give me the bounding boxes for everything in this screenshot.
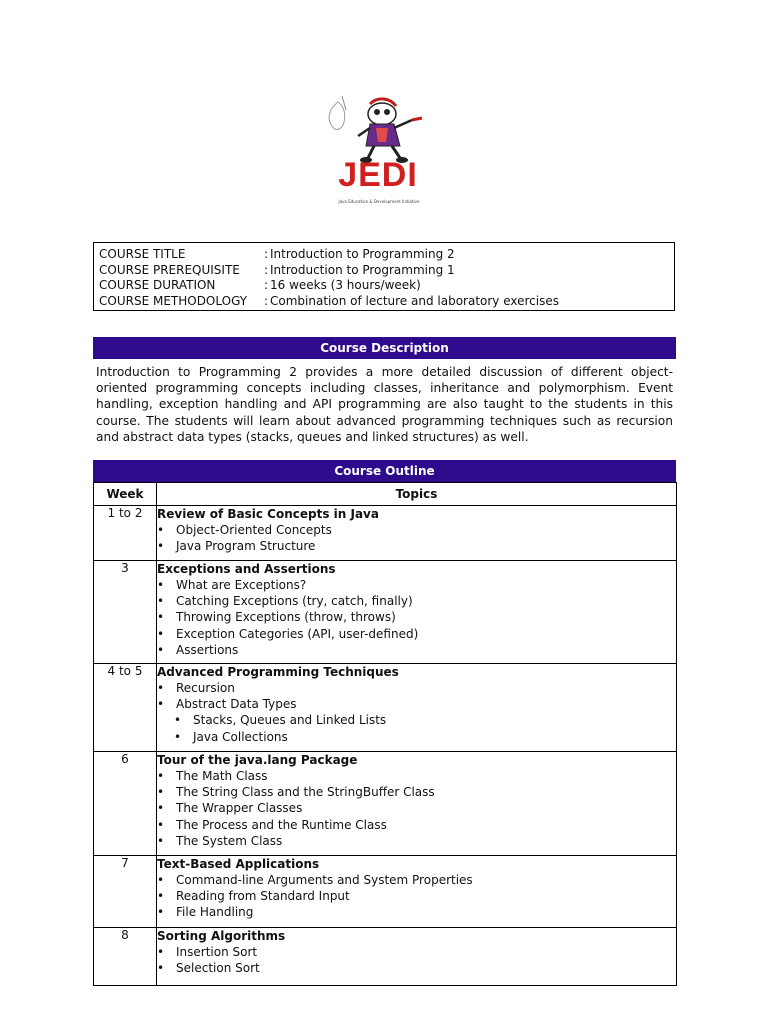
list-item-label: Reading from Standard Input [176,889,350,904]
week-cell: 4 to 5 [94,664,157,752]
bullet-icon: • [157,626,165,641]
list-item-label: Java Collections [193,729,288,744]
logo-wordmark: JEDI [338,156,418,194]
course-outline-heading: Course Outline [93,460,676,482]
sub-list-item [157,729,676,745]
list-item [157,642,676,658]
bullet-icon: • [157,594,165,609]
topic-title: Text-Based Applications [157,857,320,871]
table-row [94,752,677,856]
bullet-icon: • [174,729,182,744]
table-row [94,506,677,561]
list-item [157,696,676,712]
logo-tagline: Java Education & Development Initiative [338,199,420,204]
topic-title: Review of Basic Concepts in Java [157,507,379,521]
list-item-label: Command-line Arguments and System Properties [176,873,473,887]
list-item-label: The String Class and the StringBuffer Class [176,785,435,800]
list-item-label: The Math Class [176,769,268,783]
list-item-label: Throwing Exceptions (throw, throws) [176,610,396,625]
bullet-icon: • [157,523,165,537]
list-item-label: Catching Exceptions (try, catch, finally) [176,594,413,609]
info-separator: : [264,247,269,261]
list-item-label: Insertion Sort [176,945,258,959]
topic-title: Tour of the java.lang Package [157,753,358,767]
week-cell: 6 [94,752,157,856]
bullet-icon: • [157,681,165,695]
topics-cell [157,928,677,986]
week-cell: 7 [94,856,157,928]
week-cell: 8 [94,928,157,986]
bullet-icon: • [157,873,165,887]
info-label: COURSE METHODOLOGY [99,293,248,308]
list-item [157,680,676,696]
course-description-heading: Course Description [93,337,676,359]
info-value: Introduction to Programming 1 [270,262,455,277]
list-item [157,577,676,593]
bullet-icon: • [157,945,165,959]
list-item [157,609,676,625]
topics-column-header: Topics [157,483,677,506]
table-row [94,664,677,752]
topic-title: Exceptions and Assertions [157,562,336,576]
list-item-label: Exception Categories (API, user-defined) [176,626,419,641]
bullet-icon: • [157,817,165,832]
course-outline-table [93,482,677,986]
topics-cell [157,506,677,561]
list-item-label: What are Exceptions? [176,578,307,592]
topic-title: Sorting Algorithms [157,929,286,943]
list-item [157,538,676,554]
list-item [157,626,676,642]
list-item [157,833,676,849]
course-duration-row [99,278,674,294]
course-info-box [93,242,675,311]
list-item [157,593,676,609]
bullet-icon: • [157,610,165,625]
list-item-label: File Handling [176,905,254,920]
table-header-row [94,483,677,506]
list-item-label: Java Program Structure [176,539,316,554]
list-item-label: Recursion [176,681,235,695]
bullet-icon: • [157,785,165,800]
topics-cell [157,752,677,856]
list-item-label: The Wrapper Classes [176,801,303,816]
week-cell: 3 [94,561,157,664]
info-value: Combination of lecture and laboratory exercises [270,293,559,308]
info-separator: : [264,293,269,308]
bullet-icon: • [157,905,165,920]
list-item [157,768,676,784]
course-description-text: Introduction to Programming 2 provides a more detailed discussion of different object-oriented programming concepts including classes, inheritance and polymorphism. Event handling, exception handling and API programming are also taught to the students in this course. The students will learn about advanced programming techniques such as recursion and abstract data types (stacks, queues and linked structures) as well. [96,365,673,444]
list-item-label: Assertions [176,642,239,657]
course-methodology-row [99,294,674,310]
table-row [94,561,677,664]
info-separator: : [264,278,269,292]
info-separator: : [264,262,269,277]
sub-list-item [157,712,676,728]
list-item [157,800,676,816]
week-cell: 1 to 2 [94,506,157,561]
bullet-icon: • [174,713,182,728]
outline-body [94,506,677,986]
list-item [157,944,676,960]
list-item-label: Object-Oriented Concepts [176,523,332,537]
bullet-icon: • [157,889,165,904]
info-label: COURSE PREREQUISITE [99,262,240,277]
list-item [157,960,676,976]
week-column-header: Week [94,483,157,506]
bullet-icon: • [157,801,165,816]
topics-cell [157,561,677,664]
bullet-icon: • [157,769,165,783]
list-item [157,888,676,904]
list-item-label: Selection Sort [176,961,260,976]
topic-title: Advanced Programming Techniques [157,665,399,679]
bullet-icon: • [157,961,165,976]
course-title-row [99,247,674,263]
list-item-label: Abstract Data Types [176,697,297,712]
bullet-icon: • [157,539,165,554]
table-row [94,928,677,986]
topics-cell [157,856,677,928]
list-item [157,522,676,538]
table-row [94,856,677,928]
topics-cell [157,664,677,752]
list-item [157,784,676,800]
mascot-icon [320,92,436,164]
bullet-icon: • [157,642,165,657]
bullet-icon: • [157,578,165,592]
info-value: 16 weeks (3 hours/week) [270,278,421,292]
list-item [157,872,676,888]
bullet-icon: • [157,697,165,712]
list-item [157,904,676,920]
bullet-icon: • [157,833,165,848]
list-item-label: The System Class [176,833,283,848]
info-label: COURSE TITLE [99,247,186,261]
list-item-label: Stacks, Queues and Linked Lists [193,713,387,728]
list-item [157,817,676,833]
info-value: Introduction to Programming 2 [270,247,455,261]
list-item-label: The Process and the Runtime Class [176,817,387,832]
info-label: COURSE DURATION [99,278,216,292]
jedi-logo [320,92,436,210]
course-prerequisite-row [99,263,674,279]
